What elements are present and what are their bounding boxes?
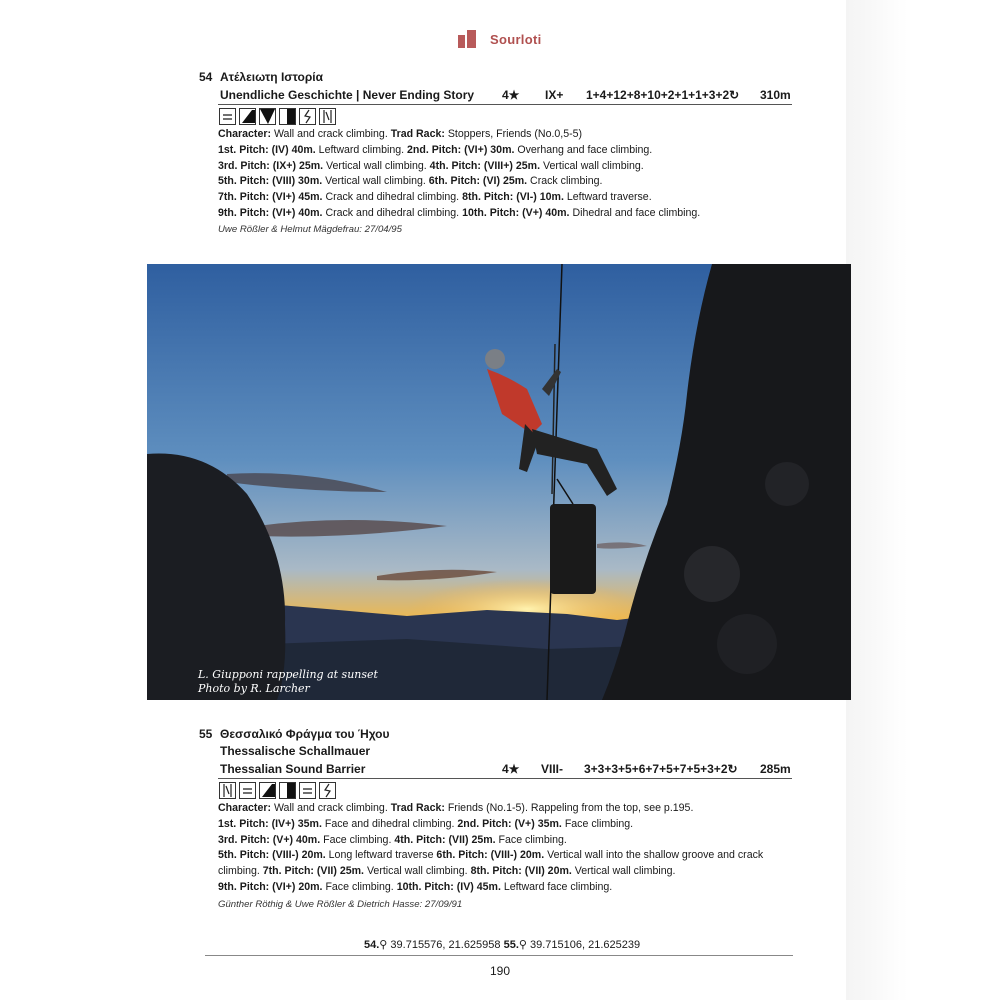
route-pitches: 3+3+3+5+6+7+5+7+5+3+2↻ bbox=[584, 762, 738, 776]
photo-caption bbox=[198, 668, 378, 696]
footer-divider bbox=[205, 955, 793, 956]
route-name: Unendliche Geschichte | Never Ending Story bbox=[220, 88, 475, 102]
divider bbox=[218, 778, 792, 779]
route-number: 55 bbox=[199, 727, 213, 741]
photo-credit: Photo by R. Larcher bbox=[198, 682, 310, 695]
character-line: Character: Wall and crack climbing. Trad Rack: Friends (No.1-5). Rappeling from the top, see p.195. bbox=[218, 802, 694, 814]
pitch-line: 3rd. Pitch: (V+) 40m. Face climbing. 4th. Pitch: (VII) 25m. Face climbing. bbox=[218, 833, 567, 846]
header-brand bbox=[458, 30, 542, 48]
page-number: 190 bbox=[490, 964, 511, 978]
book-icon bbox=[458, 30, 480, 48]
route-description bbox=[218, 801, 798, 896]
route-name-german: Thessalische Schallmauer bbox=[220, 744, 371, 758]
wall-icon bbox=[279, 782, 296, 799]
traverse-icon bbox=[219, 108, 236, 125]
location-pin-icon: ⚲ bbox=[518, 939, 527, 951]
route-length: 310m bbox=[760, 88, 791, 102]
coord-value: 39.715106, 21.625239 bbox=[526, 939, 641, 951]
route-length: 285m bbox=[760, 762, 791, 776]
pitch-line: 1st. Pitch: (IV) 40m. Leftward climbing. 2nd. Pitch: (VI+) 30m. Overhang and face climbing. bbox=[218, 143, 653, 156]
overhang-icon bbox=[239, 108, 256, 125]
route-name-greek: Ατέλειωτη Ιστορία bbox=[220, 70, 323, 84]
wall-icon bbox=[279, 108, 296, 125]
route-icons bbox=[219, 108, 336, 125]
route-number: 54 bbox=[199, 70, 213, 84]
pitch-line: 3rd. Pitch: (IX+) 25m. Vertical wall climbing. 4th. Pitch: (VIII+) 25m. Vertical wall climbing. bbox=[218, 159, 644, 172]
divider bbox=[218, 104, 792, 105]
pitch-line: 5th. Pitch: (VIII) 30m. Vertical wall climbing. 6th. Pitch: (VI) 25m. Crack climbing. bbox=[218, 175, 603, 188]
first-ascent: Günther Röthig & Uwe Rößler & Dietrich Hasse: 27/09/91 bbox=[218, 899, 463, 910]
pitch-line: 7th. Pitch: (VI+) 45m. Crack and dihedral climbing. 8th. Pitch: (VI-) 10m. Leftward traverse. bbox=[218, 191, 652, 204]
route-stars: 4★ bbox=[502, 762, 520, 776]
traverse-icon bbox=[239, 782, 256, 799]
location-pin-icon: ⚲ bbox=[379, 939, 388, 951]
route-stars: 4★ bbox=[502, 88, 520, 102]
pitch-line: 9th. Pitch: (VI+) 20m. Face climbing. 10th. Pitch: (IV) 45m. Leftward face climbing. bbox=[218, 880, 613, 893]
page-edge-shadow bbox=[846, 0, 1000, 1000]
character-line: Character: Wall and crack climbing. Trad Rack: Stoppers, Friends (No.0,5-5) bbox=[218, 128, 583, 140]
route-grade: IX+ bbox=[545, 88, 564, 102]
chimney-icon bbox=[219, 782, 236, 799]
pitch-line: climbing. 7th. Pitch: (VII) 25m. Vertical wall climbing. 8th. Pitch: (VII) 20m. Vertical wall climbing. bbox=[218, 865, 676, 878]
traverse-icon bbox=[299, 782, 316, 799]
pitch-line: 5th. Pitch: (VIII-) 20m. Long leftward traverse 6th. Pitch: (VIII-) 20m. Vertical wall into the shallow groove and crack bbox=[218, 849, 764, 862]
gps-coordinates bbox=[364, 938, 640, 951]
dihedral-icon bbox=[259, 108, 276, 125]
route-icons bbox=[219, 782, 336, 799]
chimney-icon bbox=[319, 108, 336, 125]
pitch-line: 1st. Pitch: (IV+) 35m. Face and dihedral climbing. 2nd. Pitch: (V+) 35m. Face climbing. bbox=[218, 817, 634, 830]
crack-icon bbox=[319, 782, 336, 799]
climber-photo bbox=[147, 264, 851, 700]
first-ascent: Uwe Rößler & Helmut Mägdefrau: 27/04/95 bbox=[218, 224, 402, 235]
coord-label: 55. bbox=[503, 939, 519, 951]
route-pitches: 1+4+12+8+10+2+1+1+3+2↻ bbox=[586, 88, 740, 102]
route-name-greek: Θεσσαλικό Φράγμα του Ήχου bbox=[220, 727, 390, 741]
brand-label: Sourloti bbox=[490, 31, 542, 47]
caption-line: L. Giupponi rappelling at sunset bbox=[198, 668, 378, 681]
route-name-english: Thessalian Sound Barrier bbox=[220, 762, 366, 776]
coord-label: 54. bbox=[364, 939, 380, 951]
route-description bbox=[218, 127, 798, 222]
route-grade: VIII- bbox=[541, 762, 564, 776]
coord-value: 39.715576, 21.625958 bbox=[387, 939, 504, 951]
pitch-line: 9th. Pitch: (VI+) 40m. Crack and dihedral climbing. 10th. Pitch: (V+) 40m. Dihedral and face climbing. bbox=[218, 206, 701, 219]
crack-icon bbox=[299, 108, 316, 125]
overhang-icon bbox=[259, 782, 276, 799]
